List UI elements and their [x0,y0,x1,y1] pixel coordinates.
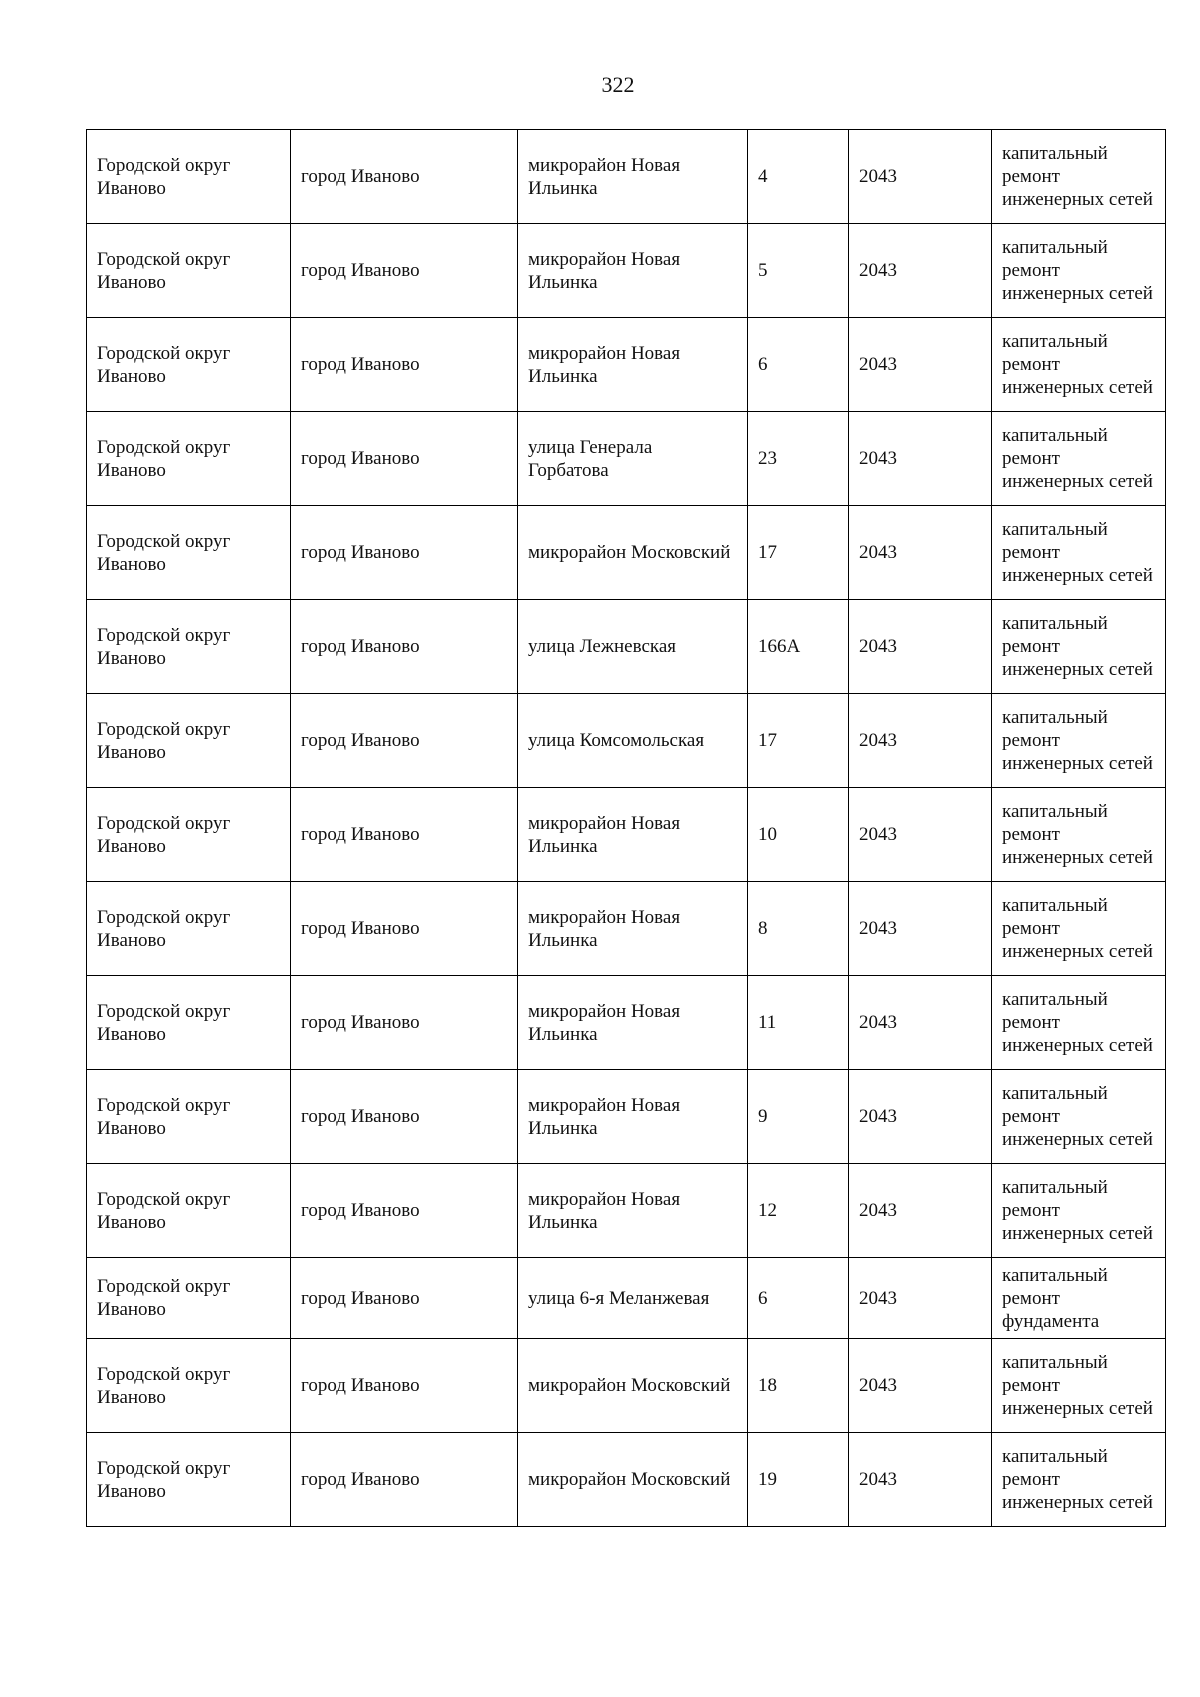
year-cell: 2043 [849,976,992,1070]
year-cell: 2043 [849,506,992,600]
district-cell: Городской округ Иваново [87,224,291,318]
street-cell: микрорайон Новая Ильинка [518,882,748,976]
work-type-cell: капитальный ремонт инженерных сетей [992,506,1166,600]
settlement-cell: город Иваново [291,694,518,788]
street-cell: микрорайон Новая Ильинка [518,976,748,1070]
settlement-cell: город Иваново [291,1433,518,1527]
year-cell: 2043 [849,1070,992,1164]
year-cell: 2043 [849,130,992,224]
district-cell: Городской округ Иваново [87,600,291,694]
house-cell: 19 [748,1433,849,1527]
street-cell: микрорайон Московский [518,506,748,600]
work-type-cell: капитальный ремонт фундамента [992,1258,1166,1339]
house-cell: 12 [748,1164,849,1258]
year-cell: 2043 [849,412,992,506]
settlement-cell: город Иваново [291,1339,518,1433]
table-row [87,1258,1166,1339]
work-type-cell: капитальный ремонт инженерных сетей [992,882,1166,976]
table-row [87,412,1166,506]
settlement-cell: город Иваново [291,1164,518,1258]
work-type-cell: капитальный ремонт инженерных сетей [992,788,1166,882]
street-cell: микрорайон Новая Ильинка [518,1164,748,1258]
street-cell: улица Лежневская [518,600,748,694]
work-type-cell: капитальный ремонт инженерных сетей [992,1433,1166,1527]
work-type-cell: капитальный ремонт инженерных сетей [992,600,1166,694]
work-type-cell: капитальный ремонт инженерных сетей [992,1164,1166,1258]
district-cell: Городской округ Иваново [87,506,291,600]
house-cell: 10 [748,788,849,882]
house-cell: 18 [748,1339,849,1433]
street-cell: микрорайон Московский [518,1433,748,1527]
house-cell: 6 [748,1258,849,1339]
house-cell: 9 [748,1070,849,1164]
table-row [87,976,1166,1070]
year-cell: 2043 [849,1164,992,1258]
table-row [87,788,1166,882]
work-type-cell: капитальный ремонт инженерных сетей [992,1339,1166,1433]
settlement-cell: город Иваново [291,224,518,318]
district-cell: Городской округ Иваново [87,882,291,976]
street-cell: микрорайон Новая Ильинка [518,1070,748,1164]
table-row [87,882,1166,976]
district-cell: Городской округ Иваново [87,130,291,224]
year-cell: 2043 [849,1433,992,1527]
street-cell: микрорайон Новая Ильинка [518,224,748,318]
settlement-cell: город Иваново [291,882,518,976]
year-cell: 2043 [849,1339,992,1433]
district-cell: Городской округ Иваново [87,318,291,412]
district-cell: Городской округ Иваново [87,976,291,1070]
district-cell: Городской округ Иваново [87,1433,291,1527]
settlement-cell: город Иваново [291,600,518,694]
street-cell: улица Генерала Горбатова [518,412,748,506]
year-cell: 2043 [849,694,992,788]
work-type-cell: капитальный ремонт инженерных сетей [992,1070,1166,1164]
year-cell: 2043 [849,318,992,412]
year-cell: 2043 [849,600,992,694]
work-type-cell: капитальный ремонт инженерных сетей [992,224,1166,318]
house-cell: 17 [748,694,849,788]
year-cell: 2043 [849,224,992,318]
district-cell: Городской округ Иваново [87,1258,291,1339]
settlement-cell: город Иваново [291,506,518,600]
district-cell: Городской округ Иваново [87,1339,291,1433]
district-cell: Городской округ Иваново [87,694,291,788]
settlement-cell: город Иваново [291,976,518,1070]
table-row [87,318,1166,412]
settlement-cell: город Иваново [291,788,518,882]
table-row [87,1164,1166,1258]
street-cell: микрорайон Новая Ильинка [518,130,748,224]
table-row [87,694,1166,788]
street-cell: улица 6-я Меланжевая [518,1258,748,1339]
table-row [87,506,1166,600]
work-type-cell: капитальный ремонт инженерных сетей [992,412,1166,506]
street-cell: улица Комсомольская [518,694,748,788]
district-cell: Городской округ Иваново [87,1164,291,1258]
year-cell: 2043 [849,882,992,976]
district-cell: Городской округ Иваново [87,788,291,882]
house-cell: 166А [748,600,849,694]
house-cell: 23 [748,412,849,506]
table-row [87,1433,1166,1527]
table-row [87,130,1166,224]
table-row [87,224,1166,318]
table-row [87,1339,1166,1433]
district-cell: Городской округ Иваново [87,412,291,506]
settlement-cell: город Иваново [291,130,518,224]
house-cell: 11 [748,976,849,1070]
work-type-cell: капитальный ремонт инженерных сетей [992,318,1166,412]
work-type-cell: капитальный ремонт инженерных сетей [992,130,1166,224]
house-cell: 5 [748,224,849,318]
district-cell: Городской округ Иваново [87,1070,291,1164]
settlement-cell: город Иваново [291,318,518,412]
settlement-cell: город Иваново [291,1258,518,1339]
settlement-cell: город Иваново [291,412,518,506]
street-cell: микрорайон Московский [518,1339,748,1433]
house-cell: 8 [748,882,849,976]
housing-repair-table [86,129,1166,1527]
work-type-cell: капитальный ремонт инженерных сетей [992,694,1166,788]
house-cell: 4 [748,130,849,224]
house-cell: 17 [748,506,849,600]
street-cell: микрорайон Новая Ильинка [518,788,748,882]
house-cell: 6 [748,318,849,412]
year-cell: 2043 [849,1258,992,1339]
year-cell: 2043 [849,788,992,882]
page-number: 322 [601,72,635,97]
table-row [87,600,1166,694]
table-row [87,1070,1166,1164]
street-cell: микрорайон Новая Ильинка [518,318,748,412]
settlement-cell: город Иваново [291,1070,518,1164]
work-type-cell: капитальный ремонт инженерных сетей [992,976,1166,1070]
